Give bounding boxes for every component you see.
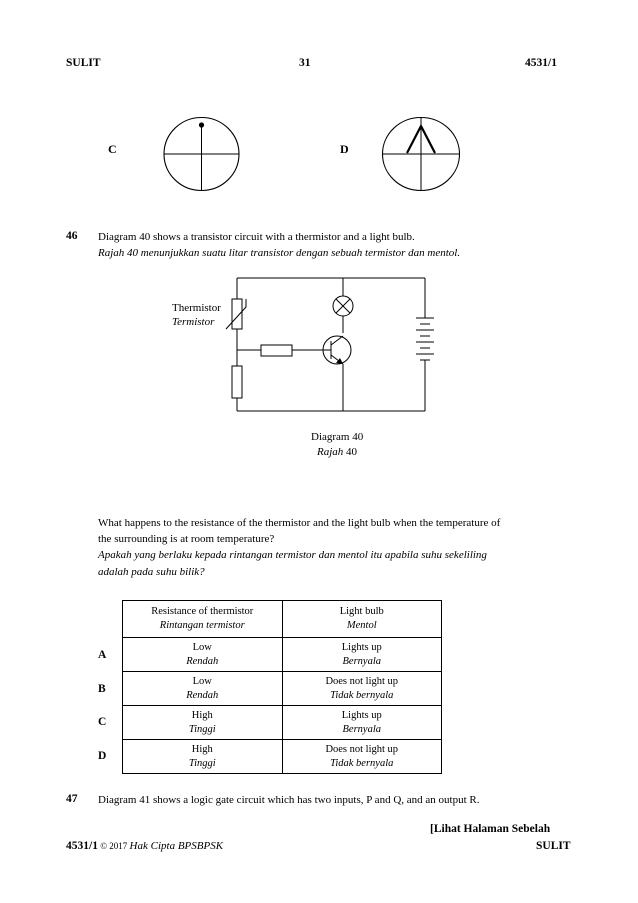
table-header-row bbox=[123, 601, 442, 638]
cell-resistance: Low Rendah bbox=[123, 638, 283, 672]
table-row bbox=[123, 638, 442, 672]
diagram-40-caption-en: Diagram 40 bbox=[311, 431, 364, 443]
option-d-label: D bbox=[340, 142, 349, 156]
footer-right: SULIT bbox=[536, 840, 571, 852]
option-a-label: A bbox=[98, 649, 107, 661]
question-46-prompt-ms-1: Apakah yang berlaku kepada rintangan termistor dan mentol itu apabila suhu sekeliling bbox=[98, 549, 487, 561]
thermistor-symbol bbox=[232, 299, 242, 329]
question-46-number: 46 bbox=[66, 230, 78, 242]
base-resistor-symbol bbox=[261, 345, 292, 356]
option-c-row-label: C bbox=[98, 716, 107, 728]
next-page-note: [Lihat Halaman Sebelah bbox=[430, 823, 551, 835]
table-row bbox=[123, 706, 442, 740]
question-47-number: 47 bbox=[66, 793, 78, 805]
thermistor-label-en: Thermistor bbox=[172, 302, 221, 314]
diagram-40-caption-ms: Rajah 40 bbox=[317, 446, 358, 458]
cell-bulb: Does not light up Tidak bernyala bbox=[282, 672, 442, 706]
header-resistance: Resistance of thermistor Rintangan termistor bbox=[123, 601, 283, 638]
question-46-prompt-en-2: the surrounding is at room temperature? bbox=[98, 533, 275, 545]
thermistor-label-ms: Termistor bbox=[172, 316, 215, 328]
thermistor-slash bbox=[226, 299, 246, 329]
header-light-bulb: Light bulb Mentol bbox=[282, 601, 442, 638]
options-table bbox=[122, 600, 442, 774]
cell-resistance: Low Rendah bbox=[123, 672, 283, 706]
table-row bbox=[123, 740, 442, 774]
cell-bulb: Lights up Bernyala bbox=[282, 706, 442, 740]
circuit-diagram-40 bbox=[0, 0, 638, 430]
cell-bulb: Lights up Bernyala bbox=[282, 638, 442, 672]
cell-resistance: High Tinggi bbox=[123, 706, 283, 740]
question-46-prompt-en-1: What happens to the resistance of the thermistor and the light bulb when the temperature of bbox=[98, 517, 501, 529]
question-47-stem: Diagram 41 shows a logic gate circuit which has two inputs, P and Q, and an output R. bbox=[98, 794, 480, 806]
question-46-stem-ms: Rajah 40 menunjukkan suatu litar transistor dengan sebuah termistor dan mentol. bbox=[98, 247, 461, 259]
fixed-resistor-symbol bbox=[232, 366, 242, 398]
cell-resistance: High Tinggi bbox=[123, 740, 283, 774]
table-row bbox=[123, 672, 442, 706]
option-c-label: C bbox=[108, 142, 117, 156]
question-46-prompt-ms-2: adalah pada suhu bilik? bbox=[98, 566, 205, 578]
cell-bulb: Does not light up Tidak bernyala bbox=[282, 740, 442, 774]
question-46-stem-en: Diagram 40 shows a transistor circuit with a thermistor and a light bulb. bbox=[98, 231, 415, 243]
header-left: SULIT bbox=[66, 57, 101, 69]
page-number: 31 bbox=[299, 57, 311, 69]
footer-left: 4531/1 © 2017 Hak Cipta BPSBPSK bbox=[66, 840, 224, 852]
option-b-label: B bbox=[98, 683, 106, 695]
option-d-row-label: D bbox=[98, 750, 107, 762]
header-right: 4531/1 bbox=[525, 57, 557, 69]
